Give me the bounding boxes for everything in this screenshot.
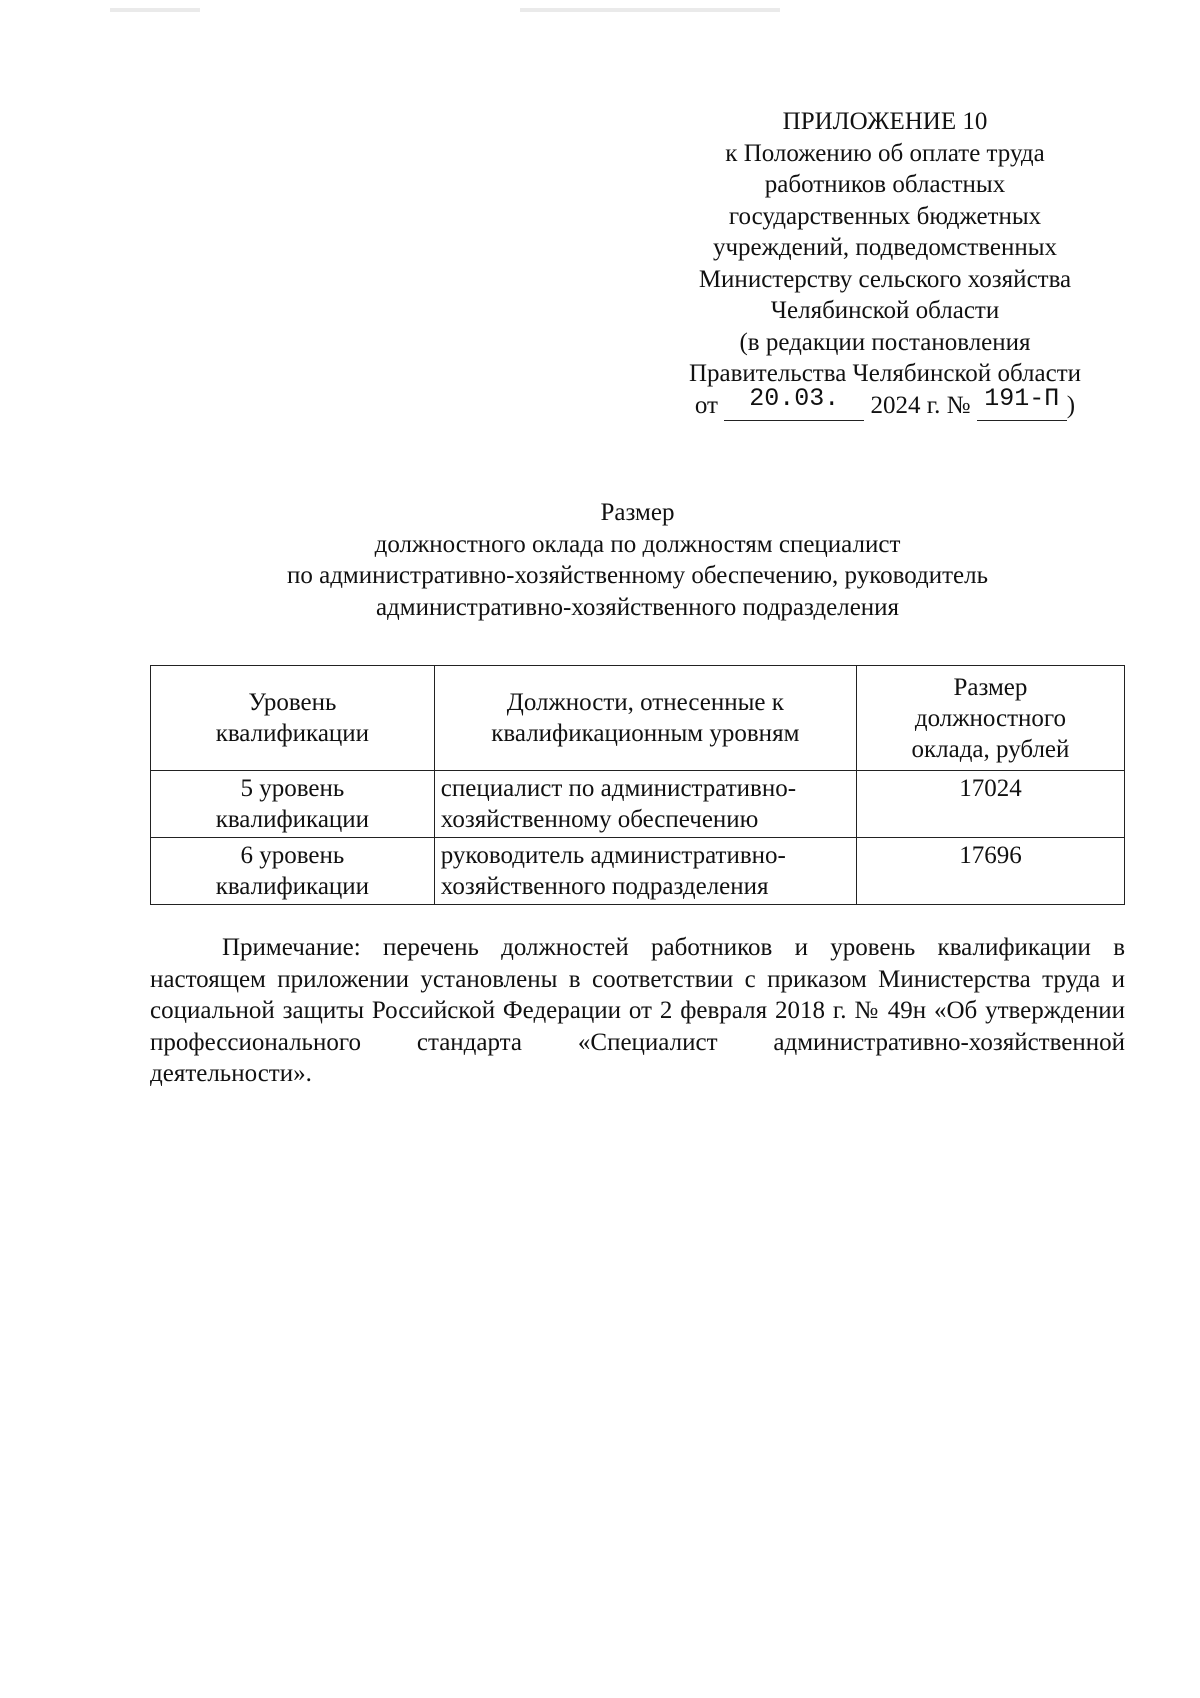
table-header-row [151,666,1125,771]
header-qualification-level [151,666,435,771]
title-line: по административно-хозяйственному обеспечению, руководитель [286,562,989,589]
title-line: административно-хозяйственного подразделения [375,593,900,621]
date-value: 20.03. [749,383,840,413]
cell-text: руководитель административно- [440,842,786,869]
header-text: должностного [914,704,1067,732]
cell-text: квалификации [215,806,370,833]
appendix-line: работников областных [764,171,1006,198]
table-row [151,771,1125,838]
cell-salary: 17024 [856,771,1124,838]
cell-text: 6 уровень [240,842,345,869]
cell-level [151,771,435,838]
year-text: 2024 г. № [870,391,971,419]
number-field [977,383,1067,421]
date-prefix: от [694,391,718,419]
header-text: квалификации [215,720,370,747]
table-row [151,838,1125,905]
scan-artifact [110,8,200,12]
appendix-line: Правительства Челябинской области [688,360,1082,387]
cell-text: 5 уровень [240,775,345,802]
cell-text: квалификации [215,873,370,900]
cell-salary: 17696 [856,838,1124,905]
cell-text: специалист по административно- [440,775,797,802]
cell-text: хозяйственному обеспечению [440,806,759,833]
header-text: оклада, рублей [911,735,1070,763]
date-field [724,383,864,421]
header-text: Должности, отнесенные к [506,689,784,716]
close-paren: ) [1066,391,1076,419]
appendix-line: Министерству сельского хозяйства [698,265,1072,293]
header-positions [434,666,856,771]
header-text: Уровень [248,689,337,716]
appendix-line: (в редакции постановления [739,328,1031,356]
cell-level [151,838,435,905]
appendix-line: к Положению об оплате труда [725,139,1045,167]
title-line: Размер [600,499,675,526]
note-text: Примечание: перечень должностей работников и уровень квалификации в настоящем приложении установлены в соответствии с приказом Министерства труда и социальной защиты Российской Федерации от 2 февраля 2018 г. № 49н «Об утверждении профессионального стандарта «Специалист административно-хозяйственной деятельности». [150,934,1125,1087]
number-value: 191-П [984,383,1060,413]
header-text: Размер [953,673,1028,701]
title-line: должностного оклада по должностям специалист [374,530,901,558]
salary-table [150,665,1125,905]
appendix-line: Челябинской области [770,297,1000,324]
document-title [150,497,1125,623]
appendix-line: учреждений, подведомственных [712,234,1058,261]
cell-position [434,771,856,838]
resolution-date-line [650,383,1120,430]
note-block [150,932,1125,1090]
header-salary [856,666,1124,771]
cell-text: хозяйственного подразделения [440,873,769,900]
appendix-title: ПРИЛОЖЕНИЕ 10 [782,108,988,135]
cell-position [434,838,856,905]
appendix-header [650,106,1120,430]
header-text: квалификационным уровням [491,720,800,747]
scan-artifact [520,8,780,12]
note-paragraph [150,932,1125,1090]
appendix-line: государственных бюджетных [728,202,1042,230]
